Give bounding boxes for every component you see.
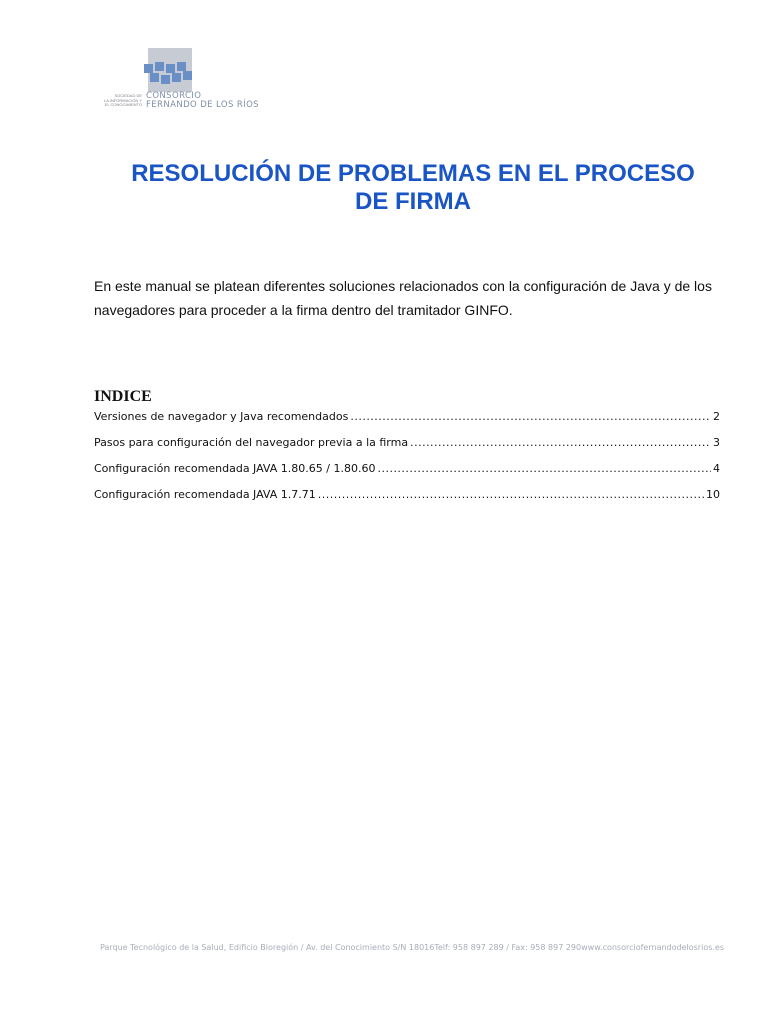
- toc-entry-label: Configuración recomendada JAVA 1.7.71: [94, 488, 316, 501]
- footer-phone: Telf: 958 897 289 / Fax: 958 897 290: [434, 943, 582, 952]
- toc-entry-label: Pasos para configuración del navegador previa a la firma: [94, 436, 409, 449]
- toc-leader-dots: [410, 436, 711, 449]
- title-line-1: RESOLUCIÓN DE PROBLEMAS EN EL PROCESO: [131, 160, 695, 187]
- title-line-2: DE FIRMA: [355, 188, 471, 215]
- logo-name: CONSORCIO FERNANDO DE LOS RÍOS: [146, 91, 259, 110]
- toc-leader-dots: [318, 488, 704, 501]
- toc-entry-label: Configuración recomendada JAVA 1.80.65 / 1.80.60: [94, 462, 376, 475]
- index-heading: INDICE: [94, 388, 152, 405]
- toc-entry-page: 4: [713, 462, 720, 475]
- toc-entry-label: Versiones de navegador y Java recomendados: [94, 410, 349, 423]
- footer-website[interactable]: www.consorciofernandodelosrios.es: [581, 943, 725, 952]
- logo-mark-icon: [148, 48, 192, 92]
- toc-entry[interactable]: [94, 462, 720, 488]
- intro-paragraph: En este manual se platean diferentes soluciones relacionados con la configuración de Java y de los navegadores para proceder a la firma dentro del tramitador GINFO.: [94, 278, 712, 318]
- toc-leader-dots: [350, 410, 711, 423]
- toc-entry[interactable]: [94, 436, 720, 462]
- toc-entry-page: 10: [706, 488, 720, 501]
- page-footer: [100, 943, 725, 952]
- table-of-contents: [94, 410, 720, 514]
- footer-address: Parque Tecnológico de la Salud, Edificio Bioregión / Av. del Conocimiento S/N 18016: [100, 943, 435, 952]
- consorcio-logo: [100, 44, 259, 116]
- logo-tagline: SOCIEDAD DE LA INFORMACIÓN Y EL CONOCIMIENTO: [104, 93, 142, 107]
- toc-entry-page: 2: [713, 410, 720, 423]
- toc-entry[interactable]: [94, 410, 720, 436]
- toc-leader-dots: [377, 462, 711, 475]
- toc-entry[interactable]: [94, 488, 720, 514]
- document-title: [100, 160, 726, 216]
- toc-entry-page: 3: [713, 436, 720, 449]
